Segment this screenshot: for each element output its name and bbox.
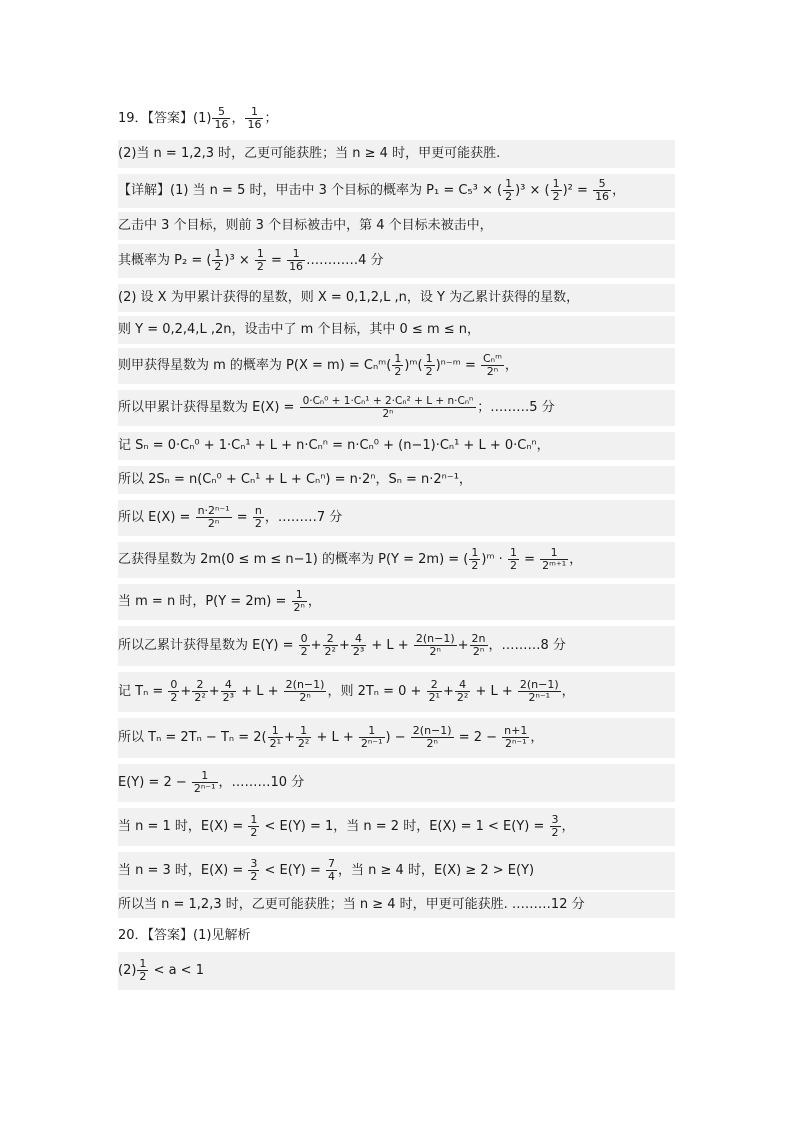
q19-compare-2	[118, 852, 675, 890]
fraction-denominator: 2¹	[269, 737, 282, 750]
q19-heading-text: 19．【答案】(1)	[118, 111, 212, 126]
fraction-numerator: 7	[328, 857, 336, 870]
separator: ，	[561, 819, 575, 834]
fraction-numerator: 1	[509, 546, 517, 559]
q19-conclusion	[118, 892, 675, 918]
detail-text: )² =	[562, 183, 588, 198]
separator: ，	[530, 730, 544, 745]
detail-text: =	[524, 552, 535, 567]
q19-expect-x	[118, 390, 675, 426]
detail-text: )ⁿ⁻ᵐ =	[435, 358, 476, 373]
fraction	[268, 725, 283, 750]
fraction	[502, 725, 529, 750]
operator: + L +	[371, 638, 409, 653]
fraction	[470, 633, 488, 658]
fraction-denominator: 4	[328, 870, 336, 883]
fraction-denominator: 2	[505, 190, 513, 203]
fraction	[221, 679, 236, 704]
q19-compare-1	[118, 808, 675, 846]
fraction-denominator: 16	[214, 118, 229, 131]
detail-text: )³ × (	[515, 183, 550, 198]
q20-answer-heading	[118, 922, 675, 950]
fraction	[518, 679, 561, 704]
fraction	[540, 547, 568, 572]
q19-detail-line2	[118, 212, 675, 240]
operator: + L +	[241, 684, 279, 699]
detail-text: 所以乙累计获得星数为 E(Y) =	[118, 638, 294, 653]
q19-answer-part2	[118, 140, 675, 168]
detail-text: 乙获得星数为 2m(0 ≤ m ≤ n−1) 的概率为 P(Y = 2m) = (	[118, 552, 469, 567]
fraction-denominator: 2¹	[428, 691, 440, 704]
detail-text: 乙击中 3 个目标，则前 3 个目标被击中，第 4 个目标未被击中，	[118, 218, 493, 233]
separator: ，	[231, 111, 245, 126]
fraction-denominator: 2	[250, 826, 258, 839]
detail-text: E(Y) = 2 −	[118, 775, 187, 790]
fraction-denominator: 16	[595, 190, 610, 203]
detail-text: (2) 设 X 为甲累计获得的星数，则 X = 0,1,2,L ,n，设 Y 为乙累计获得的星数，	[118, 290, 580, 305]
fraction-denominator: 16	[247, 118, 262, 131]
fraction-denominator: 2ⁿ	[207, 517, 220, 530]
fraction	[287, 248, 305, 273]
q19-part2-line1	[118, 284, 675, 312]
q19-answer-heading	[118, 104, 675, 134]
fraction-numerator: 2	[427, 679, 442, 692]
fraction-numerator: 4	[455, 679, 470, 692]
fraction-denominator: 2²	[297, 737, 310, 750]
fraction	[212, 106, 230, 131]
q19-sn-def	[118, 432, 675, 460]
fraction-numerator: 5	[593, 178, 611, 191]
fraction	[196, 505, 232, 530]
fraction-numerator: 1	[268, 725, 283, 738]
q20-answer-part2	[118, 952, 675, 990]
fraction-numerator: n·2ⁿ⁻¹	[197, 504, 230, 517]
q20-heading-text: 20．【答案】(1)见解析	[118, 928, 251, 943]
fraction	[248, 814, 259, 839]
fraction-denominator: 2	[254, 517, 262, 530]
detail-text: =	[236, 510, 248, 525]
fraction-numerator: 1	[471, 546, 479, 559]
separator: ，	[569, 552, 583, 567]
fraction-numerator: 1	[214, 247, 222, 260]
fraction-numerator: 4	[351, 633, 366, 646]
fraction-numerator: 3	[250, 857, 258, 870]
detail-text: 则甲获得星数为 m 的概率为 P(X = m) = Cₙᵐ(	[118, 358, 392, 373]
fraction	[137, 958, 148, 983]
fraction-denominator: 2	[256, 260, 264, 273]
detail-text: 所以 Tₙ = 2Tₙ − Tₙ = 2(	[118, 730, 267, 745]
fraction-denominator: 2ⁿ	[486, 365, 499, 378]
detail-text: 所以 E(X) =	[118, 510, 191, 525]
operator: +	[180, 684, 192, 699]
fraction-denominator: 2	[509, 559, 517, 572]
fraction	[326, 858, 337, 883]
fraction-numerator: 1	[425, 352, 433, 365]
detail-text: 当 n = 3 时，E(X) =	[118, 863, 244, 878]
fraction	[550, 814, 561, 839]
detail-text: ，当 n ≥ 4 时，E(X) ≥ 2 > E(Y)	[338, 863, 535, 878]
score-marker: ，………7 分	[264, 510, 343, 525]
fraction	[503, 178, 514, 203]
fraction-numerator: 3	[551, 813, 559, 826]
fraction	[299, 633, 310, 658]
fraction-denominator: 2³	[222, 691, 235, 704]
fraction-numerator: 0	[170, 678, 178, 691]
fraction-numerator: 2	[323, 633, 338, 646]
fraction	[248, 858, 259, 883]
detail-text: 记 Sₙ = 0·Cₙ⁰ + 1·Cₙ¹ + L + n·Cₙⁿ = n·Cₙ⁰ + (n−1)·Cₙ¹ + L + 0·Cₙⁿ，	[118, 438, 550, 453]
fraction-denominator: 2ⁿ⁻¹	[504, 737, 527, 750]
detail-text: )³ ×	[224, 253, 250, 268]
detail-text: )ᵐ(	[404, 358, 423, 373]
fraction	[192, 679, 207, 704]
operator: +	[457, 638, 469, 653]
detail-text: (2)	[118, 963, 137, 978]
fraction-numerator: 1	[292, 589, 307, 602]
fraction	[392, 353, 403, 378]
fraction	[168, 679, 179, 704]
fraction-denominator: 2ⁿ⁻¹	[360, 737, 383, 750]
fraction	[351, 633, 366, 658]
fraction	[481, 353, 504, 378]
q19-part2-text: (2)当 n = 1,2,3 时，乙更可能获胜；当 n ≥ 4 时，甲更可能获胜.	[118, 146, 501, 161]
fraction-denominator: 2	[425, 365, 433, 378]
fraction-denominator: 2³	[352, 645, 365, 658]
fraction-numerator: 1	[394, 352, 402, 365]
fraction	[424, 353, 435, 378]
q19-sn-result	[118, 466, 675, 494]
q19-expect-y-result	[118, 764, 675, 802]
fraction-numerator: 1	[256, 247, 264, 260]
fraction	[508, 547, 519, 572]
fraction-denominator: 2ⁿ	[299, 691, 311, 704]
q19-part2-line2	[118, 316, 675, 344]
score-marker: ，………8 分	[488, 638, 566, 653]
fraction-denominator: 2²	[324, 645, 336, 658]
operator: + L +	[475, 684, 513, 699]
fraction-numerator: 1	[359, 725, 385, 738]
detail-text: 所以 2Sₙ = n(Cₙ⁰ + Cₙ¹ + L + Cₙⁿ) = n·2ⁿ，Sₙ = n·2ⁿ⁻¹，	[118, 472, 472, 487]
detail-text: 则 Y = 0,2,4,L ,2n，设击中了 m 个目标，其中 0 ≤ m ≤ n，	[118, 322, 481, 337]
fraction-numerator: 1	[250, 813, 258, 826]
detail-text: ) −	[385, 730, 406, 745]
fraction	[414, 633, 457, 658]
fraction-denominator: 2	[139, 970, 147, 983]
fraction-denominator: 2ⁿ	[293, 601, 305, 614]
fraction-denominator: 2	[300, 645, 308, 658]
fraction	[292, 589, 307, 614]
fraction-denominator: 2ⁿ	[426, 737, 438, 750]
fraction-denominator: 2ⁿ	[472, 645, 485, 658]
fraction	[192, 770, 218, 795]
q19-prob-y-mn	[118, 584, 675, 620]
fraction-denominator: 2ⁿ⁻¹	[193, 782, 216, 795]
fraction	[253, 505, 264, 530]
detail-text: 所以甲累计获得星数为 E(X) =	[118, 400, 295, 415]
detail-text: 记 Tₙ =	[118, 684, 164, 699]
fraction-numerator: 1	[505, 177, 513, 190]
fraction-numerator: 1	[192, 770, 218, 783]
detail-text: 当 m = n 时，P(Y = 2m) =	[118, 594, 287, 609]
detail-text: 所以当 n = 1,2,3 时，乙更可能获胜；当 n ≥ 4 时，甲更可能获胜. ………12 分	[118, 897, 585, 912]
fraction-denominator: 2ᵐ⁺¹	[542, 559, 567, 572]
fraction-denominator: 2ⁿ⁻¹	[528, 691, 551, 704]
fraction-denominator: 2ⁿ	[382, 408, 394, 420]
separator: ；	[264, 111, 278, 126]
detail-text: 其概率为 P₂ = (	[118, 253, 212, 268]
q19-expect-x-result	[118, 500, 675, 536]
fraction-numerator: 1	[552, 177, 560, 190]
fraction-numerator: 2n	[471, 632, 486, 645]
fraction-denominator: 2	[250, 870, 258, 883]
detail-text: < a < 1	[153, 963, 204, 978]
q19-detail-line3	[118, 244, 675, 278]
fraction-denominator: 2	[170, 691, 178, 704]
separator: ，	[504, 358, 518, 373]
score-marker: ；………5 分	[477, 400, 555, 415]
fraction-numerator: 1	[296, 725, 311, 738]
q19-detail-line1	[118, 174, 675, 208]
operator: +	[338, 638, 350, 653]
fraction-numerator: n+1	[504, 724, 528, 737]
fraction	[255, 248, 266, 273]
detail-text: ，则 2Tₙ = 0 +	[327, 684, 422, 699]
detail-text: 当 n = 1 时，E(X) =	[118, 819, 244, 834]
detail-text: )ᵐ ·	[481, 552, 503, 567]
q19-tn-def	[118, 672, 675, 712]
detail-text: < E(Y) =	[264, 863, 321, 878]
fraction-numerator: n	[253, 505, 264, 518]
separator: ，	[612, 183, 626, 198]
operator: + L +	[316, 730, 354, 745]
detail-text: 【详解】(1) 当 n = 5 时，甲击中 3 个目标的概率为 P₁ = C₅³ × (	[118, 183, 503, 198]
fraction	[455, 679, 470, 704]
fraction-numerator: 1	[245, 106, 263, 119]
fraction-denominator: 2	[471, 559, 479, 572]
fraction-numerator: 1	[540, 547, 568, 560]
fraction-numerator: 0	[300, 632, 308, 645]
fraction	[323, 633, 338, 658]
fraction-numerator: 2(n−1)	[412, 724, 452, 737]
fraction	[411, 725, 454, 750]
fraction-numerator: 2	[192, 679, 207, 692]
fraction	[469, 547, 480, 572]
fraction-numerator: 1	[287, 248, 305, 261]
fraction-numerator: 1	[139, 957, 147, 970]
q19-expect-y	[118, 626, 675, 666]
fraction	[300, 395, 477, 420]
fraction-denominator: 2	[394, 365, 402, 378]
fraction	[593, 178, 611, 203]
separator: ，	[561, 684, 575, 699]
fraction-numerator: 0·Cₙ⁰ + 1·Cₙ¹ + 2·Cₙ² + L + n·Cₙⁿ	[300, 395, 477, 408]
operator: +	[208, 684, 220, 699]
fraction-denominator: 2	[214, 260, 222, 273]
fraction	[284, 679, 327, 704]
q19-tn-result	[118, 718, 675, 758]
fraction-denominator: 16	[289, 260, 304, 273]
operator: +	[442, 684, 454, 699]
fraction	[212, 248, 223, 273]
fraction-denominator: 2	[552, 190, 560, 203]
detail-text: < E(Y) = 1，当 n = 2 时，E(X) = 1 < E(Y) =	[264, 819, 545, 834]
fraction	[427, 679, 442, 704]
fraction-denominator: 2²	[194, 691, 206, 704]
fraction	[359, 725, 385, 750]
fraction-numerator: 5	[212, 106, 230, 119]
operator: +	[284, 730, 295, 745]
q19-prob-x	[118, 348, 675, 384]
fraction-numerator: 2(n−1)	[415, 632, 455, 645]
separator: ，	[307, 594, 321, 609]
detail-text: = 2 −	[458, 730, 498, 745]
fraction-denominator: 2²	[456, 691, 469, 704]
score-marker: ，………10 分	[218, 775, 305, 790]
fraction-numerator: 2(n−1)	[285, 678, 325, 691]
detail-text: =	[271, 253, 282, 268]
fraction	[245, 106, 263, 131]
q19-prob-y	[118, 542, 675, 578]
score-marker: …………4 分	[306, 253, 384, 268]
operator: +	[310, 638, 322, 653]
fraction	[551, 178, 562, 203]
fraction-numerator: Cₙᵐ	[483, 352, 502, 365]
fraction	[296, 725, 311, 750]
fraction-numerator: 2(n−1)	[519, 678, 559, 691]
fraction-denominator: 2	[551, 826, 559, 839]
fraction-denominator: 2ⁿ	[429, 645, 441, 658]
fraction-numerator: 4	[221, 679, 236, 692]
